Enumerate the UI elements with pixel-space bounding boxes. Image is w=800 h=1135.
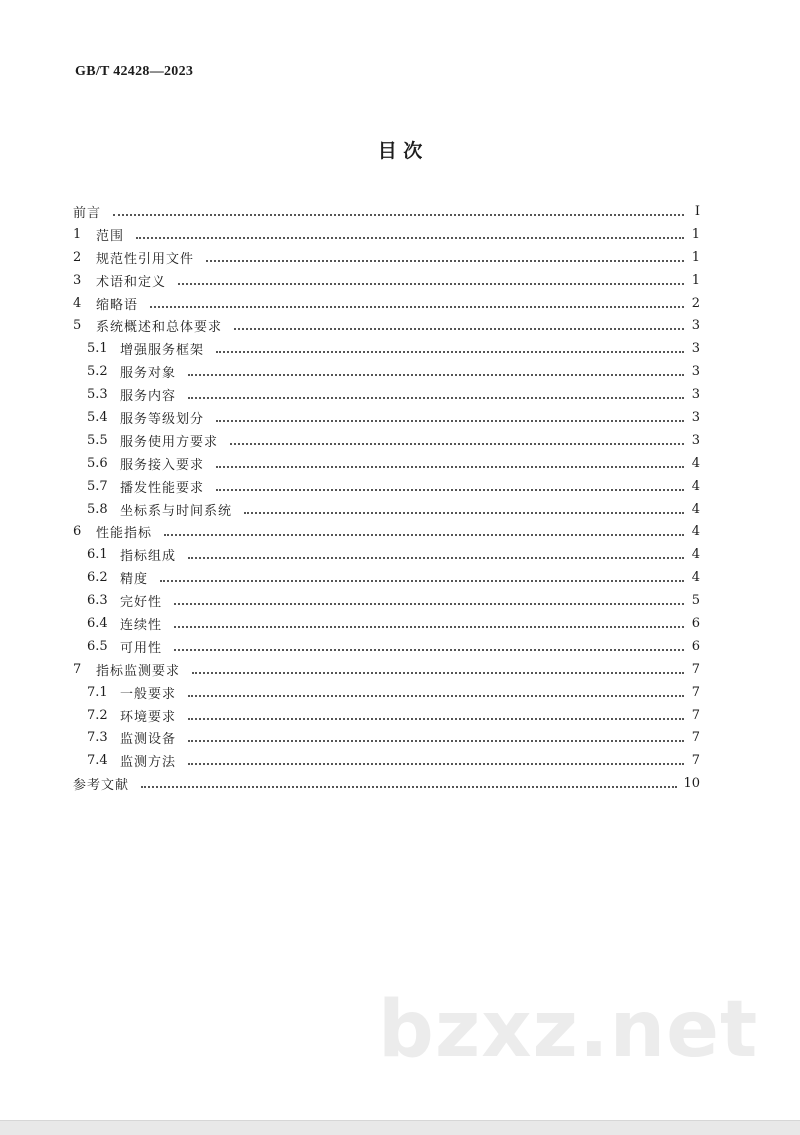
toc-dot-leader [230,442,684,445]
toc-entry[interactable] [73,269,700,292]
toc-dot-leader [192,671,684,674]
toc-entry-label: 精度 [120,572,149,588]
toc-entry-page-number: 4 [691,455,700,471]
toc-dot-leader [174,648,684,651]
toc-entry-page-number: 3 [691,364,700,380]
toc-entry-page-number: Ⅰ [694,203,700,219]
toc-entry[interactable] [73,200,700,223]
toc-dot-leader [188,556,684,559]
toc-entry-page-number: 4 [691,501,700,517]
toc-entry-number: 7.3 [87,730,108,746]
toc-entry[interactable] [73,704,700,727]
toc-entry-number: 6.4 [87,615,108,631]
toc-entry-number: 7.1 [87,684,108,700]
toc-entry-number: 6 [73,524,82,540]
toc-entry[interactable] [73,360,700,383]
toc-entry-number: 6.2 [87,570,108,586]
toc-entry-label: 连续性 [120,617,163,633]
toc-entry-label: 可用性 [120,640,163,656]
toc-entry[interactable] [73,681,700,704]
toc-entry-number: 3 [73,272,82,288]
toc-entry-number: 5.3 [87,387,108,403]
toc-entry-number: 1 [73,226,82,242]
toc-entry-page-number: 4 [691,570,700,586]
toc-entry-number: 6.3 [87,593,108,609]
table-of-contents [73,200,700,795]
toc-entry-number: 7.4 [87,753,108,769]
toc-entry-label: 服务对象 [120,366,177,382]
toc-entry-page-number: 7 [691,753,700,769]
toc-entry[interactable] [73,223,700,246]
toc-entry-number: 5.4 [87,409,108,425]
toc-entry-number: 5.1 [87,341,108,357]
toc-entry-page-number: 7 [691,684,700,700]
toc-dot-leader [188,717,684,720]
toc-entry-label: 参考文献 [73,778,130,794]
toc-entry-label: 服务内容 [120,389,177,405]
toc-entry-label: 前言 [73,205,102,221]
toc-entry[interactable] [73,543,700,566]
toc-entry-number: 5.7 [87,478,108,494]
toc-entry-page-number: 3 [691,318,700,334]
toc-dot-leader [160,579,684,582]
toc-entry-number: 6.5 [87,638,108,654]
toc-entry-page-number: 1 [691,249,700,265]
toc-entry-label: 缩略语 [96,297,139,313]
toc-dot-leader [188,739,684,742]
toc-entry[interactable] [73,589,700,612]
toc-entry-page-number: 7 [691,661,700,677]
toc-entry-label: 服务使用方要求 [120,434,219,450]
toc-entry-label: 系统概述和总体要求 [96,320,223,336]
toc-entry-page-number: 2 [691,295,700,311]
toc-entry-page-number: 3 [691,432,700,448]
toc-entry[interactable] [73,337,700,360]
toc-entry[interactable] [73,749,700,772]
toc-entry-page-number: 4 [691,524,700,540]
toc-entry-label: 一般要求 [120,686,177,702]
toc-entry[interactable] [73,383,700,406]
toc-entry-number: 6.1 [87,547,108,563]
watermark: bzxz.net [378,985,759,1075]
toc-entry-label: 增强服务框架 [120,343,205,359]
toc-entry-number: 5.6 [87,455,108,471]
toc-dot-leader [150,305,684,308]
toc-entry-page-number: 4 [691,547,700,563]
toc-entry-page-number: 6 [691,638,700,654]
toc-entry[interactable] [73,498,700,521]
toc-entry-label: 服务等级划分 [120,411,205,427]
toc-dot-leader [141,785,677,788]
toc-entry-label: 术语和定义 [96,274,167,290]
toc-entry[interactable] [73,429,700,452]
toc-entry-number: 5.8 [87,501,108,517]
toc-entry[interactable] [73,658,700,681]
toc-entry-label: 坐标系与时间系统 [120,503,233,519]
toc-dot-leader [164,533,684,536]
toc-dot-leader [216,465,684,468]
toc-entry-label: 指标组成 [120,549,177,565]
toc-entry[interactable] [73,612,700,635]
toc-entry[interactable] [73,726,700,749]
toc-entry[interactable] [73,246,700,269]
toc-dot-leader [216,350,684,353]
toc-entry-page-number: 3 [691,409,700,425]
toc-entry-page-number: 7 [691,730,700,746]
standard-code: GB/T 42428—2023 [75,64,194,79]
toc-dot-leader [178,282,684,285]
toc-dot-leader [188,694,684,697]
toc-entry-label: 范围 [96,228,125,244]
toc-dot-leader [206,259,684,262]
toc-entry-page-number: 10 [683,776,700,792]
toc-dot-leader [234,327,684,330]
toc-entry[interactable] [73,452,700,475]
toc-entry-page-number: 6 [691,615,700,631]
toc-entry-page-number: 1 [691,272,700,288]
toc-dot-leader [188,396,684,399]
toc-entry-label: 监测方法 [120,755,177,771]
toc-entry[interactable] [73,520,700,543]
toc-entry-page-number: 3 [691,341,700,357]
toc-dot-leader [216,419,684,422]
toc-entry-label: 监测设备 [120,732,177,748]
toc-entry[interactable] [73,292,700,315]
toc-entry-page-number: 3 [691,387,700,403]
toc-entry-page-number: 1 [691,226,700,242]
page-title: 目 次 [377,140,423,162]
toc-entry-number: 4 [73,295,82,311]
toc-entry-label: 规范性引用文件 [96,251,195,267]
toc-entry-label: 完好性 [120,595,163,611]
page-bottom-edge [0,1120,800,1135]
toc-dot-leader [188,762,684,765]
toc-dot-leader [174,602,684,605]
toc-entry-label: 指标监测要求 [96,663,181,679]
toc-entry-number: 7 [73,661,82,677]
toc-dot-leader [113,213,684,216]
toc-entry[interactable] [73,475,700,498]
toc-dot-leader [188,373,684,376]
toc-entry-page-number: 5 [691,593,700,609]
toc-entry-label: 性能指标 [96,526,153,542]
toc-entry-page-number: 4 [691,478,700,494]
toc-entry-label: 播发性能要求 [120,480,205,496]
toc-entry-page-number: 7 [691,707,700,723]
toc-dot-leader [174,625,684,628]
toc-entry[interactable] [73,406,700,429]
toc-entry-number: 7.2 [87,707,108,723]
toc-entry-number: 2 [73,249,82,265]
toc-entry-number: 5.5 [87,432,108,448]
toc-dot-leader [244,511,684,514]
toc-entry-label: 环境要求 [120,709,177,725]
toc-entry-number: 5.2 [87,364,108,380]
toc-dot-leader [216,488,684,491]
toc-entry[interactable] [73,314,700,337]
toc-entry-label: 服务接入要求 [120,457,205,473]
toc-entry[interactable] [73,635,700,658]
toc-dot-leader [136,236,684,239]
toc-entry-number: 5 [73,318,82,334]
toc-entry[interactable] [73,566,700,589]
toc-entry[interactable] [73,772,700,795]
